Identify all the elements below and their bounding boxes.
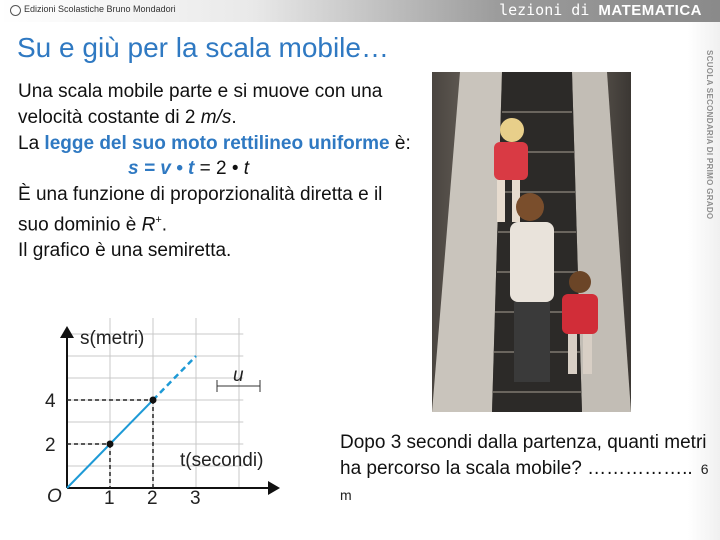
data-point xyxy=(107,441,114,448)
law-highlight: legge del suo moto rettilineo uniforme xyxy=(44,132,390,154)
page-title: Su e giù per la scala mobile… xyxy=(17,32,389,63)
lesson-text xyxy=(18,79,418,264)
unit-label: u xyxy=(233,365,244,386)
origin-label: O xyxy=(47,486,62,507)
answer-value: 6 m xyxy=(340,461,709,503)
graph-sentence: Il grafico è una semiretta. xyxy=(18,240,232,262)
publisher-name: Edizioni Scolastiche Bruno Mondadori xyxy=(24,4,176,14)
y-axis-label: s(metri) xyxy=(80,328,145,349)
escalator-photo xyxy=(432,72,631,412)
question-text: Dopo 3 secondi dalla partenza, quanti metri ha percorso la scala mobile? …………….. xyxy=(340,432,707,479)
y-tick-label: 2 xyxy=(45,435,56,456)
y-tick-label: 4 xyxy=(45,391,56,412)
data-point xyxy=(150,397,157,404)
x-tick-label: 2 xyxy=(147,488,158,509)
speed-sentence: Una scala mobile parte e si muove con una velocità costante di 2 m/s. xyxy=(18,81,383,128)
publisher-logo-icon xyxy=(10,5,21,16)
sidebar-label: SCUOLA SECONDARIA DI PRIMO GRADO xyxy=(705,50,714,220)
x-axis-label: t(secondi) xyxy=(180,450,264,471)
x-tick-label: 1 xyxy=(104,488,115,509)
x-tick-label: 3 xyxy=(190,488,201,509)
motion-graph xyxy=(30,318,290,518)
top-bar xyxy=(0,0,720,22)
motion-formula: s = v • t = 2 • t xyxy=(128,158,250,180)
question-block xyxy=(340,430,710,508)
series-logo: lezioni di MATEMATICA xyxy=(499,1,702,19)
x-axis-arrow-icon xyxy=(268,481,280,495)
domain-sentence: È una funzione di proporzionalità diretta e il suo dominio è R+. xyxy=(18,184,383,236)
law-sentence: La legge del suo moto rettilineo uniforme è: xyxy=(18,132,411,154)
y-axis-arrow-icon xyxy=(60,326,74,338)
